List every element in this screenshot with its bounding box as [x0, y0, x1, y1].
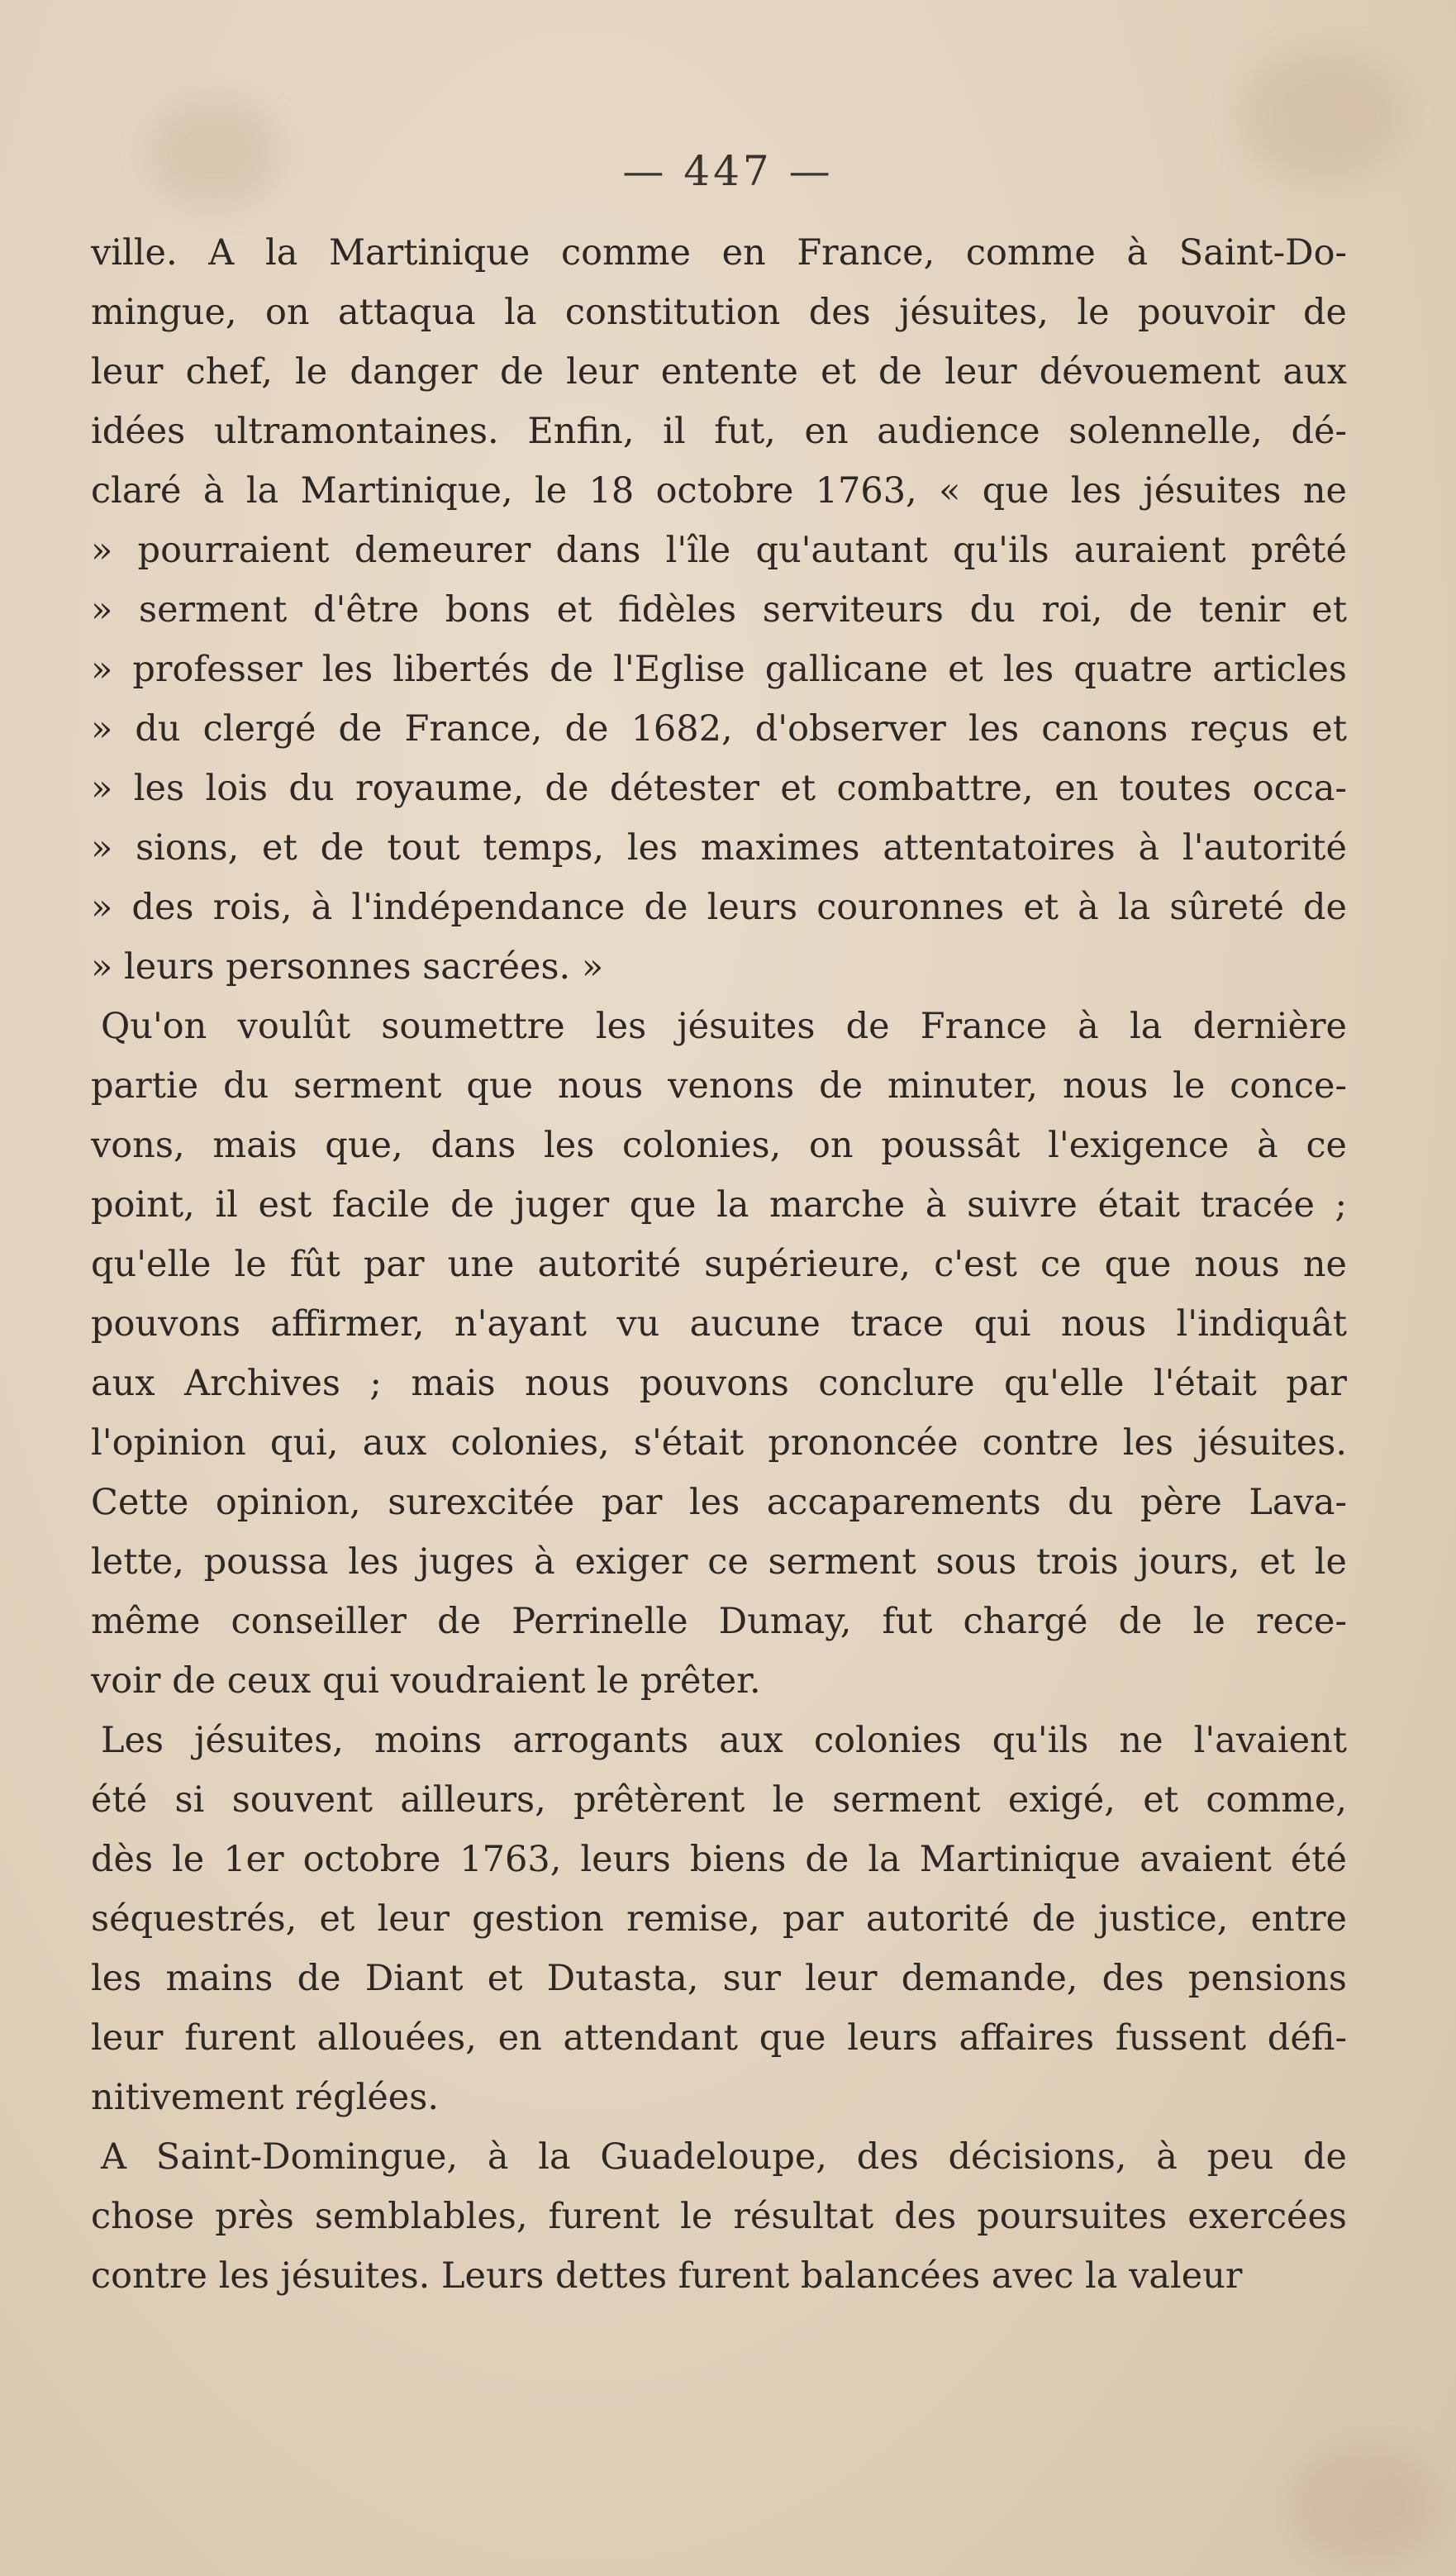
text-line: » les lois du royaume, de détester et combattre, en toutes occa-	[91, 768, 1347, 809]
page-number: — 447 —	[622, 147, 834, 195]
text-line: leur furent allouées, en attendant que leurs affaires fussent défi-	[91, 2017, 1347, 2059]
text-line: lette, poussa les juges à exiger ce serment sous trois jours, et le	[91, 1541, 1347, 1583]
text-line: idées ultramontaines. Enfin, il fut, en audience solennelle, dé-	[91, 411, 1347, 452]
text-line: voir de ceux qui voudraient le prêter.	[91, 1660, 761, 1702]
text-line: » leurs personnes sacrées. »	[91, 946, 604, 988]
text-line: point, il est facile de juger que la marche à suivre était tracée ;	[91, 1184, 1347, 1226]
text-line: nitivement réglées.	[91, 2077, 439, 2118]
body-text	[91, 223, 1347, 2306]
text-line: qu'elle le fût par une autorité supérieure, c'est ce que nous ne	[91, 1244, 1347, 1285]
text-line: ville. A la Martinique comme en France, comme à Saint-Do-	[91, 232, 1347, 274]
text-line: même conseiller de Perrinelle Dumay, fut chargé de le rece-	[91, 1601, 1347, 1642]
text-line: A Saint-Domingue, à la Guadeloupe, des décisions, à peu de	[101, 2136, 1347, 2178]
text-line: vons, mais que, dans les colonies, on poussât l'exigence à ce	[91, 1125, 1347, 1166]
text-line: claré à la Martinique, le 18 octobre 1763, « que les jésuites ne	[91, 470, 1347, 512]
text-line: partie du serment que nous venons de minuter, nous le conce-	[91, 1065, 1347, 1107]
text-line: mingue, on attaqua la constitution des jésuites, le pouvoir de	[91, 292, 1347, 333]
text-line: contre les jésuites. Leurs dettes furent balancées avec la valeur	[91, 2255, 1243, 2297]
text-line: » sions, et de tout temps, les maximes attentatoires à l'autorité	[91, 827, 1347, 869]
text-line: aux Archives ; mais nous pouvons conclure qu'elle l'était par	[91, 1363, 1347, 1404]
text-line: » pourraient demeurer dans l'île qu'autant qu'ils auraient prêté	[91, 530, 1347, 571]
text-line: leur chef, le danger de leur entente et de leur dévouement aux	[91, 351, 1347, 393]
text-line: Qu'on voulût soumettre les jésuites de France à la dernière	[101, 1006, 1347, 1047]
text-line: séquestrés, et leur gestion remise, par autorité de justice, entre	[91, 1898, 1347, 1940]
text-line: l'opinion qui, aux colonies, s'était prononcée contre les jésuites.	[91, 1422, 1347, 1464]
text-line: dès le 1er octobre 1763, leurs biens de la Martinique avaient été	[91, 1839, 1347, 1880]
text-line: été si souvent ailleurs, prêtèrent le serment exigé, et comme,	[91, 1779, 1347, 1821]
text-line: chose près semblables, furent le résultat des poursuites exercées	[91, 2196, 1347, 2237]
text-line: pouvons affirmer, n'ayant vu aucune trace qui nous l'indiquât	[91, 1303, 1347, 1345]
text-line: les mains de Diant et Dutasta, sur leur demande, des pensions	[91, 1958, 1347, 1999]
paper-stain	[1289, 2446, 1438, 2562]
text-line: Cette opinion, surexcitée par les accaparements du père Lava-	[91, 1482, 1347, 1523]
text-line: » des rois, à l'indépendance de leurs couronnes et à la sûreté de	[91, 887, 1347, 928]
text-line: Les jésuites, moins arrogants aux colonies qu'ils ne l'avaient	[101, 1720, 1347, 1761]
text-line: » du clergé de France, de 1682, d'observer les canons reçus et	[91, 708, 1347, 750]
text-line: » serment d'être bons et fidèles serviteurs du roi, de tenir et	[91, 589, 1347, 631]
text-line: » professer les libertés de l'Eglise gallicane et les quatre articles	[91, 649, 1347, 690]
